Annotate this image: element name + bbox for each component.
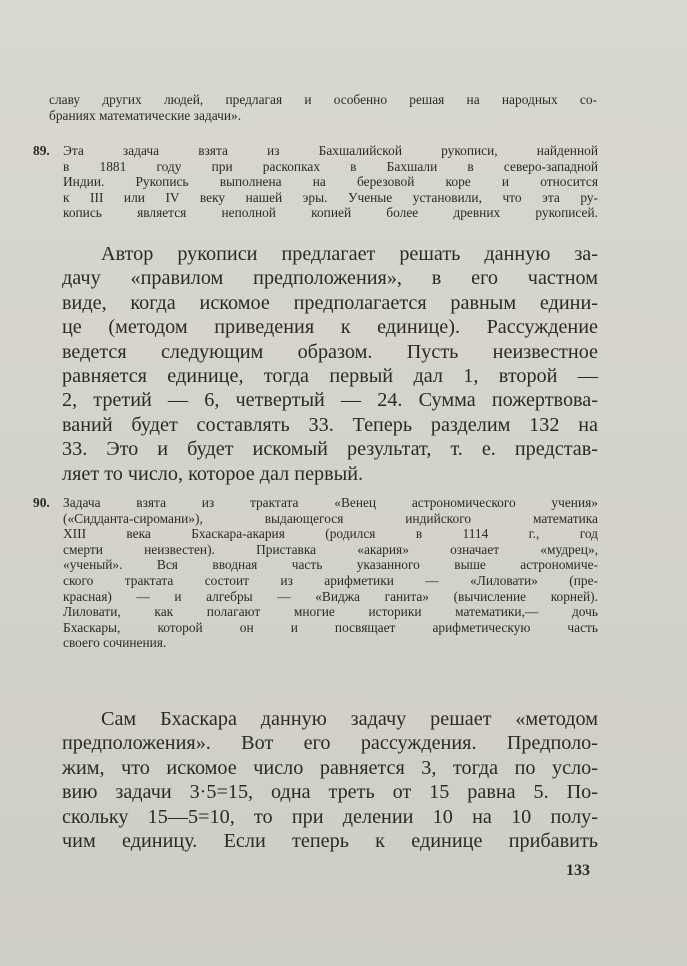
note-89-line: в 1881 году при раскопках в Бахшали в северо-западной xyxy=(63,158,598,174)
note-89-line: копись является неполной копией более древних рукописей. xyxy=(63,205,598,221)
paragraph-line: дачу «правилом предположения», в его частном xyxy=(62,267,598,290)
paragraph-line: Сам Бхаскара данную задачу решает «методом xyxy=(101,708,598,730)
note-90-line: «ученый». Вся вводная часть указанного выше астрономиче- xyxy=(63,557,598,573)
note-89-line: Эта задача взята из Бахшалийской рукописи, найденной xyxy=(63,143,598,158)
note-90-line: смерти неизвестен). Приставка «акария» означает «мудрец», xyxy=(63,541,598,557)
note-89-line: Индии. Рукопись выполнена на березовой коре и относится xyxy=(63,174,598,190)
paragraph-line: це (методом приведения к единице). Рассуждение xyxy=(62,316,598,339)
paragraph-line: предположения». Вот его рассуждения. Предполо- xyxy=(62,732,598,755)
paragraph-bhaskara-method xyxy=(62,707,598,853)
note-number-89: 89. xyxy=(33,143,50,158)
note-89-text xyxy=(63,143,598,221)
note-90-line: своего сочинения. xyxy=(63,635,167,651)
paragraph-line: ведется следующим образом. Пусть неизвестное xyxy=(62,340,598,363)
paragraph-line: скольку 15—5=10, то при делении 10 на 10 полу- xyxy=(62,805,598,828)
note-90-line: ского трактата состоит из арифметики — «Лиловати» (пре- xyxy=(63,572,598,588)
note-89-line: к III или IV веку нашей эры. Ученые установили, что эта ру- xyxy=(63,189,598,205)
paragraph-line: вию задачи 3·5=15, одна треть от 15 равна 5. По- xyxy=(62,781,598,804)
paragraph-line: равняется единице, тогда первый дал 1, второй — xyxy=(62,365,598,388)
paragraph-line: 2, третий — 6, четвертый — 24. Сумма пожертвова- xyxy=(62,389,598,412)
note-90-text xyxy=(63,495,598,651)
note-90-line: Бхаскары, которой он и посвящает арифметическую часть xyxy=(63,619,598,635)
paragraph-line: ляет то число, которое дал первый. xyxy=(62,462,364,485)
paragraph-line: чим единицу. Если теперь к единице прибавить xyxy=(62,830,598,853)
intro-line: браниях математические задачи». xyxy=(49,107,242,123)
note-90-line: («Сидданта-сиромани»), выдающегося индийского математика xyxy=(63,510,598,526)
note-90-line: Задача взята из трактата «Венец астрономического учения» xyxy=(63,495,598,510)
paragraph-rule-of-assumption xyxy=(62,242,598,486)
note-90-line: XIII века Бхаскара-акария (родился в 1114 г., год xyxy=(63,526,598,542)
paragraph-line: виде, когда искомое предполагается равным едини- xyxy=(62,291,598,314)
paragraph-line: жим, что искомое число равняется 3, тогда по усло- xyxy=(62,756,598,779)
intro-text xyxy=(49,92,597,123)
note-number-90: 90. xyxy=(33,495,50,510)
intro-line: славу других людей, предлагая и особенно решая на народных со- xyxy=(49,92,597,107)
paragraph-line: 33. Это и будет искомый результат, т. е. представ- xyxy=(62,438,598,461)
note-90-line: красная) — и алгебры — «Виджа ганита» (вычисление корней). xyxy=(63,588,598,604)
note-90-line: Лиловати, как полагают многие историки математики,— дочь xyxy=(63,604,598,620)
paragraph-line: Автор рукописи предлагает решать данную за- xyxy=(101,243,598,265)
page-number: 133 xyxy=(566,862,590,879)
paragraph-line: ваний будет составлять 33. Теперь разделим 132 на xyxy=(62,413,598,436)
